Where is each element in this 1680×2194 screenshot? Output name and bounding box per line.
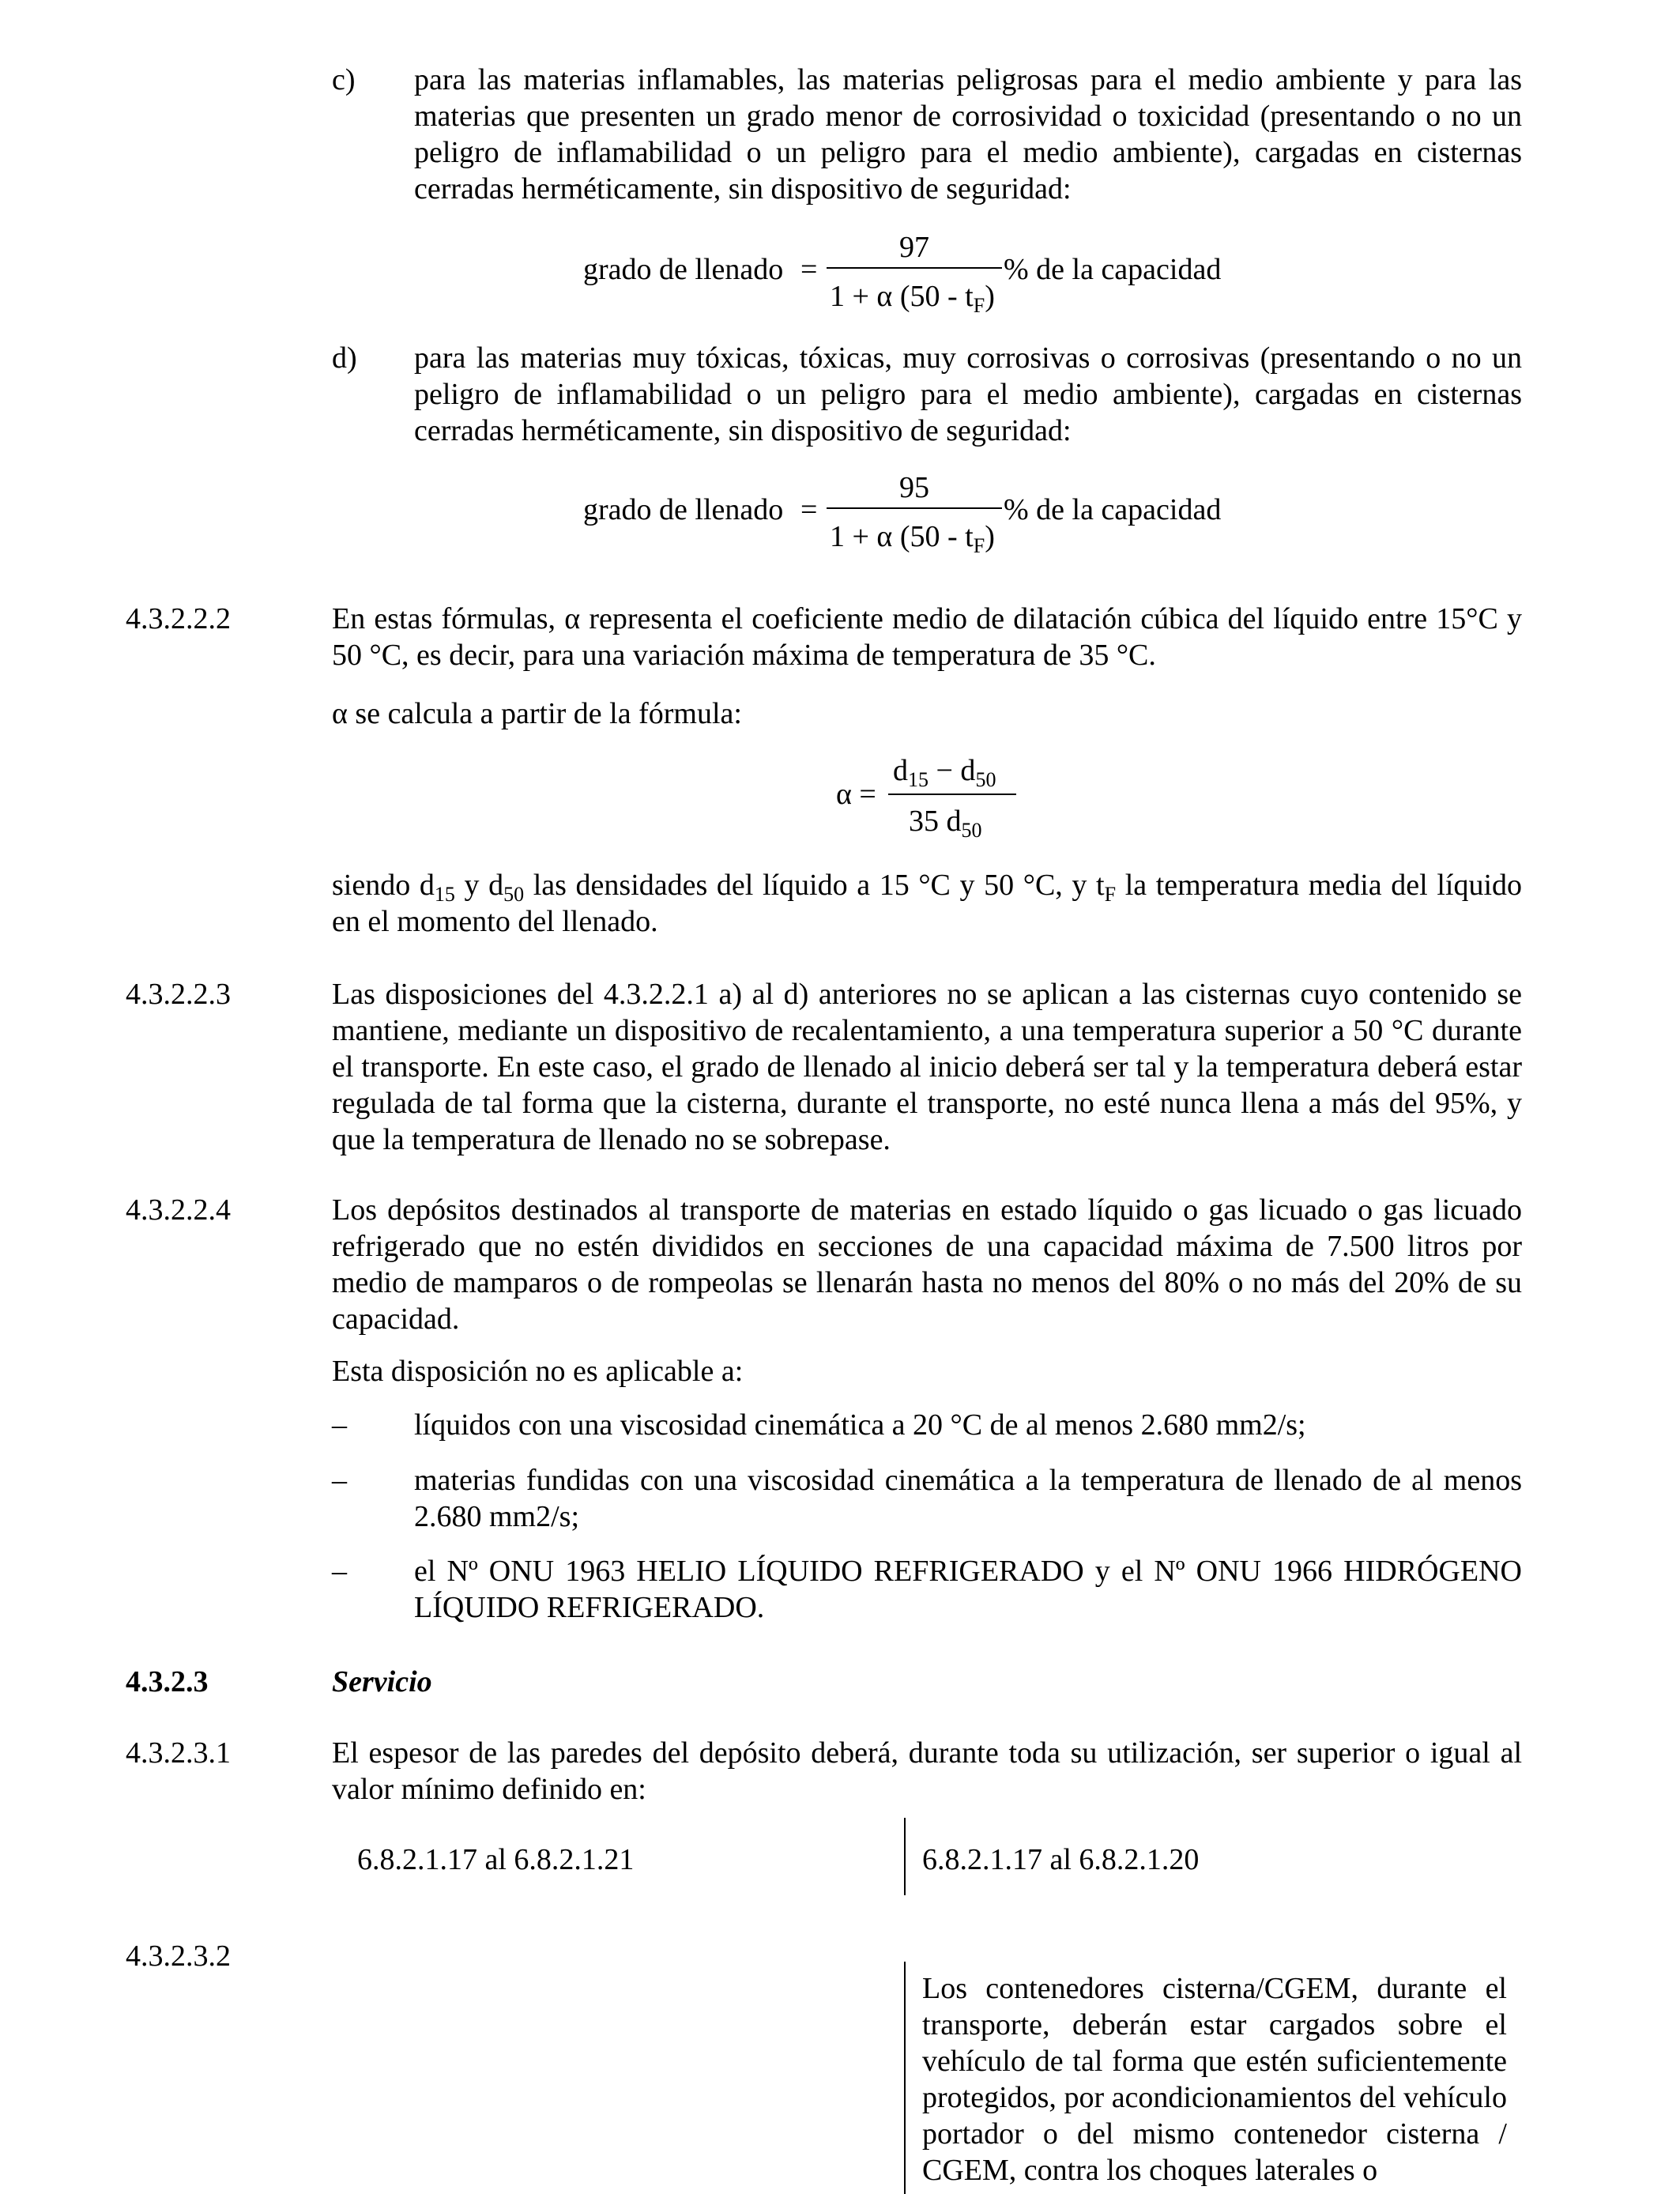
formula-c-equals: = xyxy=(800,253,818,286)
column-divider-1 xyxy=(904,1818,906,1895)
formula-c-lhs: grado de llenado xyxy=(583,253,784,286)
alpha-formula-denominator: 35 $d_{50}$ xyxy=(909,805,982,842)
left-column-reference: 6.8.2.1.17 al 6.8.2.1.21 xyxy=(357,1843,635,1876)
formula-c-rhs: % de la capacidad xyxy=(1004,253,1222,286)
item-c-label: c) xyxy=(332,63,356,96)
formula-d-equals: = xyxy=(800,493,818,526)
section-4.3.2.3.2-right-text: Los contenedores cisterna/CGEM, durante el transporte, deberán estar cargados sobre el vehículo de tal forma que estén suficientemente protegidos, por acondicionamientos del vehículo portador o del mismo contenedor cisterna / CGEM, contra los choques laterales o xyxy=(922,1972,1507,2187)
bullet-1: líquidos con una viscosidad cinemática a 20 °C de al menos 2.680 mm2/s; xyxy=(414,1408,1306,1442)
section-4.3.2.2.2-text: En estas fórmulas, α representa el coeficiente medio de dilatación cúbica del líquido entre 15°C y 50 °C, es decir, para una variación máxima de temperatura de 35 °C. xyxy=(332,602,1522,672)
formula-d-denominator: 1 + α $(50 - t_F)$ xyxy=(830,520,995,557)
bullet-dash-3: – xyxy=(332,1555,347,1588)
section-number-4.3.2.2.2: 4.3.2.2.2 xyxy=(126,602,231,635)
section-number-4.3.2.3.1: 4.3.2.3.1 xyxy=(126,1736,231,1770)
formula-c-fraction-bar xyxy=(827,267,1002,269)
section-number-4.3.2.3: 4.3.2.3 xyxy=(126,1665,209,1698)
bullet-dash-1: – xyxy=(332,1408,347,1442)
formula-d-fraction-bar xyxy=(827,507,1002,509)
section-4.3.2.3.1-text: El espesor de las paredes del depósito deberá, durante toda su utilización, ser superior o igual al valor mínimo definido en: xyxy=(332,1736,1522,1806)
section-4.3.2.2.4-text: Los depósitos destinados al transporte de materias en estado líquido o gas licuado o gas licuado refrigerado que no estén divididos en secciones de una capacidad máxima de 7.500 litros por medio de mamparos o de rompeolas se llenarán hasta no menos del 80% o no más del 20% de su capacidad. xyxy=(332,1193,1522,1336)
formula-c-denominator: 1 + α $(50 - t_F)$ xyxy=(830,280,995,317)
alpha-intro: α se calcula a partir de la fórmula: xyxy=(332,697,742,730)
formula-d-rhs: % de la capacidad xyxy=(1004,493,1222,526)
section-number-4.3.2.2.3: 4.3.2.2.3 xyxy=(126,978,231,1011)
item-d-label: d) xyxy=(332,341,357,375)
alpha-explanation: siendo $d_{15}$ y $d_{50}$ las densidades del líquido a 15 °C y 50 °C, y $t_F$ la temperatura media del líquido en el momento del llenado. xyxy=(332,869,1522,938)
exceptions-intro: Esta disposición no es aplicable a: xyxy=(332,1355,744,1388)
item-c-text: para las materias inflamables, las materias peligrosas para el medio ambiente y para las materias que presenten un grado menor de corrosividad o toxicidad (presentando o no un peligro de inflamabilidad o un peligro para el medio ambiente), cargadas en cisternas cerradas herméticamente, sin dispositivo de seguridad: xyxy=(414,63,1522,205)
alpha-formula-lhs: α = xyxy=(836,778,876,811)
formula-c-numerator: 97 xyxy=(899,231,929,264)
alpha-formula-numerator: $d_{15} - d_{50}$ xyxy=(893,754,996,791)
right-column-reference: 6.8.2.1.17 al 6.8.2.1.20 xyxy=(922,1843,1200,1876)
alpha-formula-fraction-bar xyxy=(888,794,1016,795)
formula-d-numerator: 95 xyxy=(899,471,929,504)
section-number-4.3.2.2.4: 4.3.2.2.4 xyxy=(126,1193,231,1227)
formula-d-lhs: grado de llenado xyxy=(583,493,784,526)
bullet-2: materias fundidas con una viscosidad cinemática a la temperatura de llenado de al menos 2.680 mm2/s; xyxy=(414,1464,1522,1533)
bullet-dash-2: – xyxy=(332,1464,347,1497)
section-title-servicio: Servicio xyxy=(332,1665,432,1698)
section-number-4.3.2.3.2: 4.3.2.3.2 xyxy=(126,1940,231,1973)
item-d-text: para las materias muy tóxicas, tóxicas, muy corrosivas o corrosivas (presentando o no un peligro de inflamabilidad o un peligro para el medio ambiente), cargadas en cisternas cerradas herméticamente, sin dispositivo de seguridad: xyxy=(414,341,1522,447)
bullet-3: el Nº ONU 1963 HELIO LÍQUIDO REFRIGERADO y el Nº ONU 1966 HIDRÓGENO LÍQUIDO REFRIGERADO. xyxy=(414,1555,1522,1624)
section-4.3.2.2.3-text: Las disposiciones del 4.3.2.2.1 a) al d) anteriores no se aplican a las cisternas cuyo contenido se mantiene, mediante un dispositivo de recalentamiento, a una temperatura superior a 50 °C durante el transporte. En este caso, el grado de llenado al inicio deberá ser tal y la temperatura deberá estar regulada de tal forma que la cisterna, durante el transporte, no esté nunca llena a más del 95%, y que la temperatura de llenado no se sobrepase. xyxy=(332,978,1522,1156)
column-divider-2 xyxy=(904,1962,906,2194)
